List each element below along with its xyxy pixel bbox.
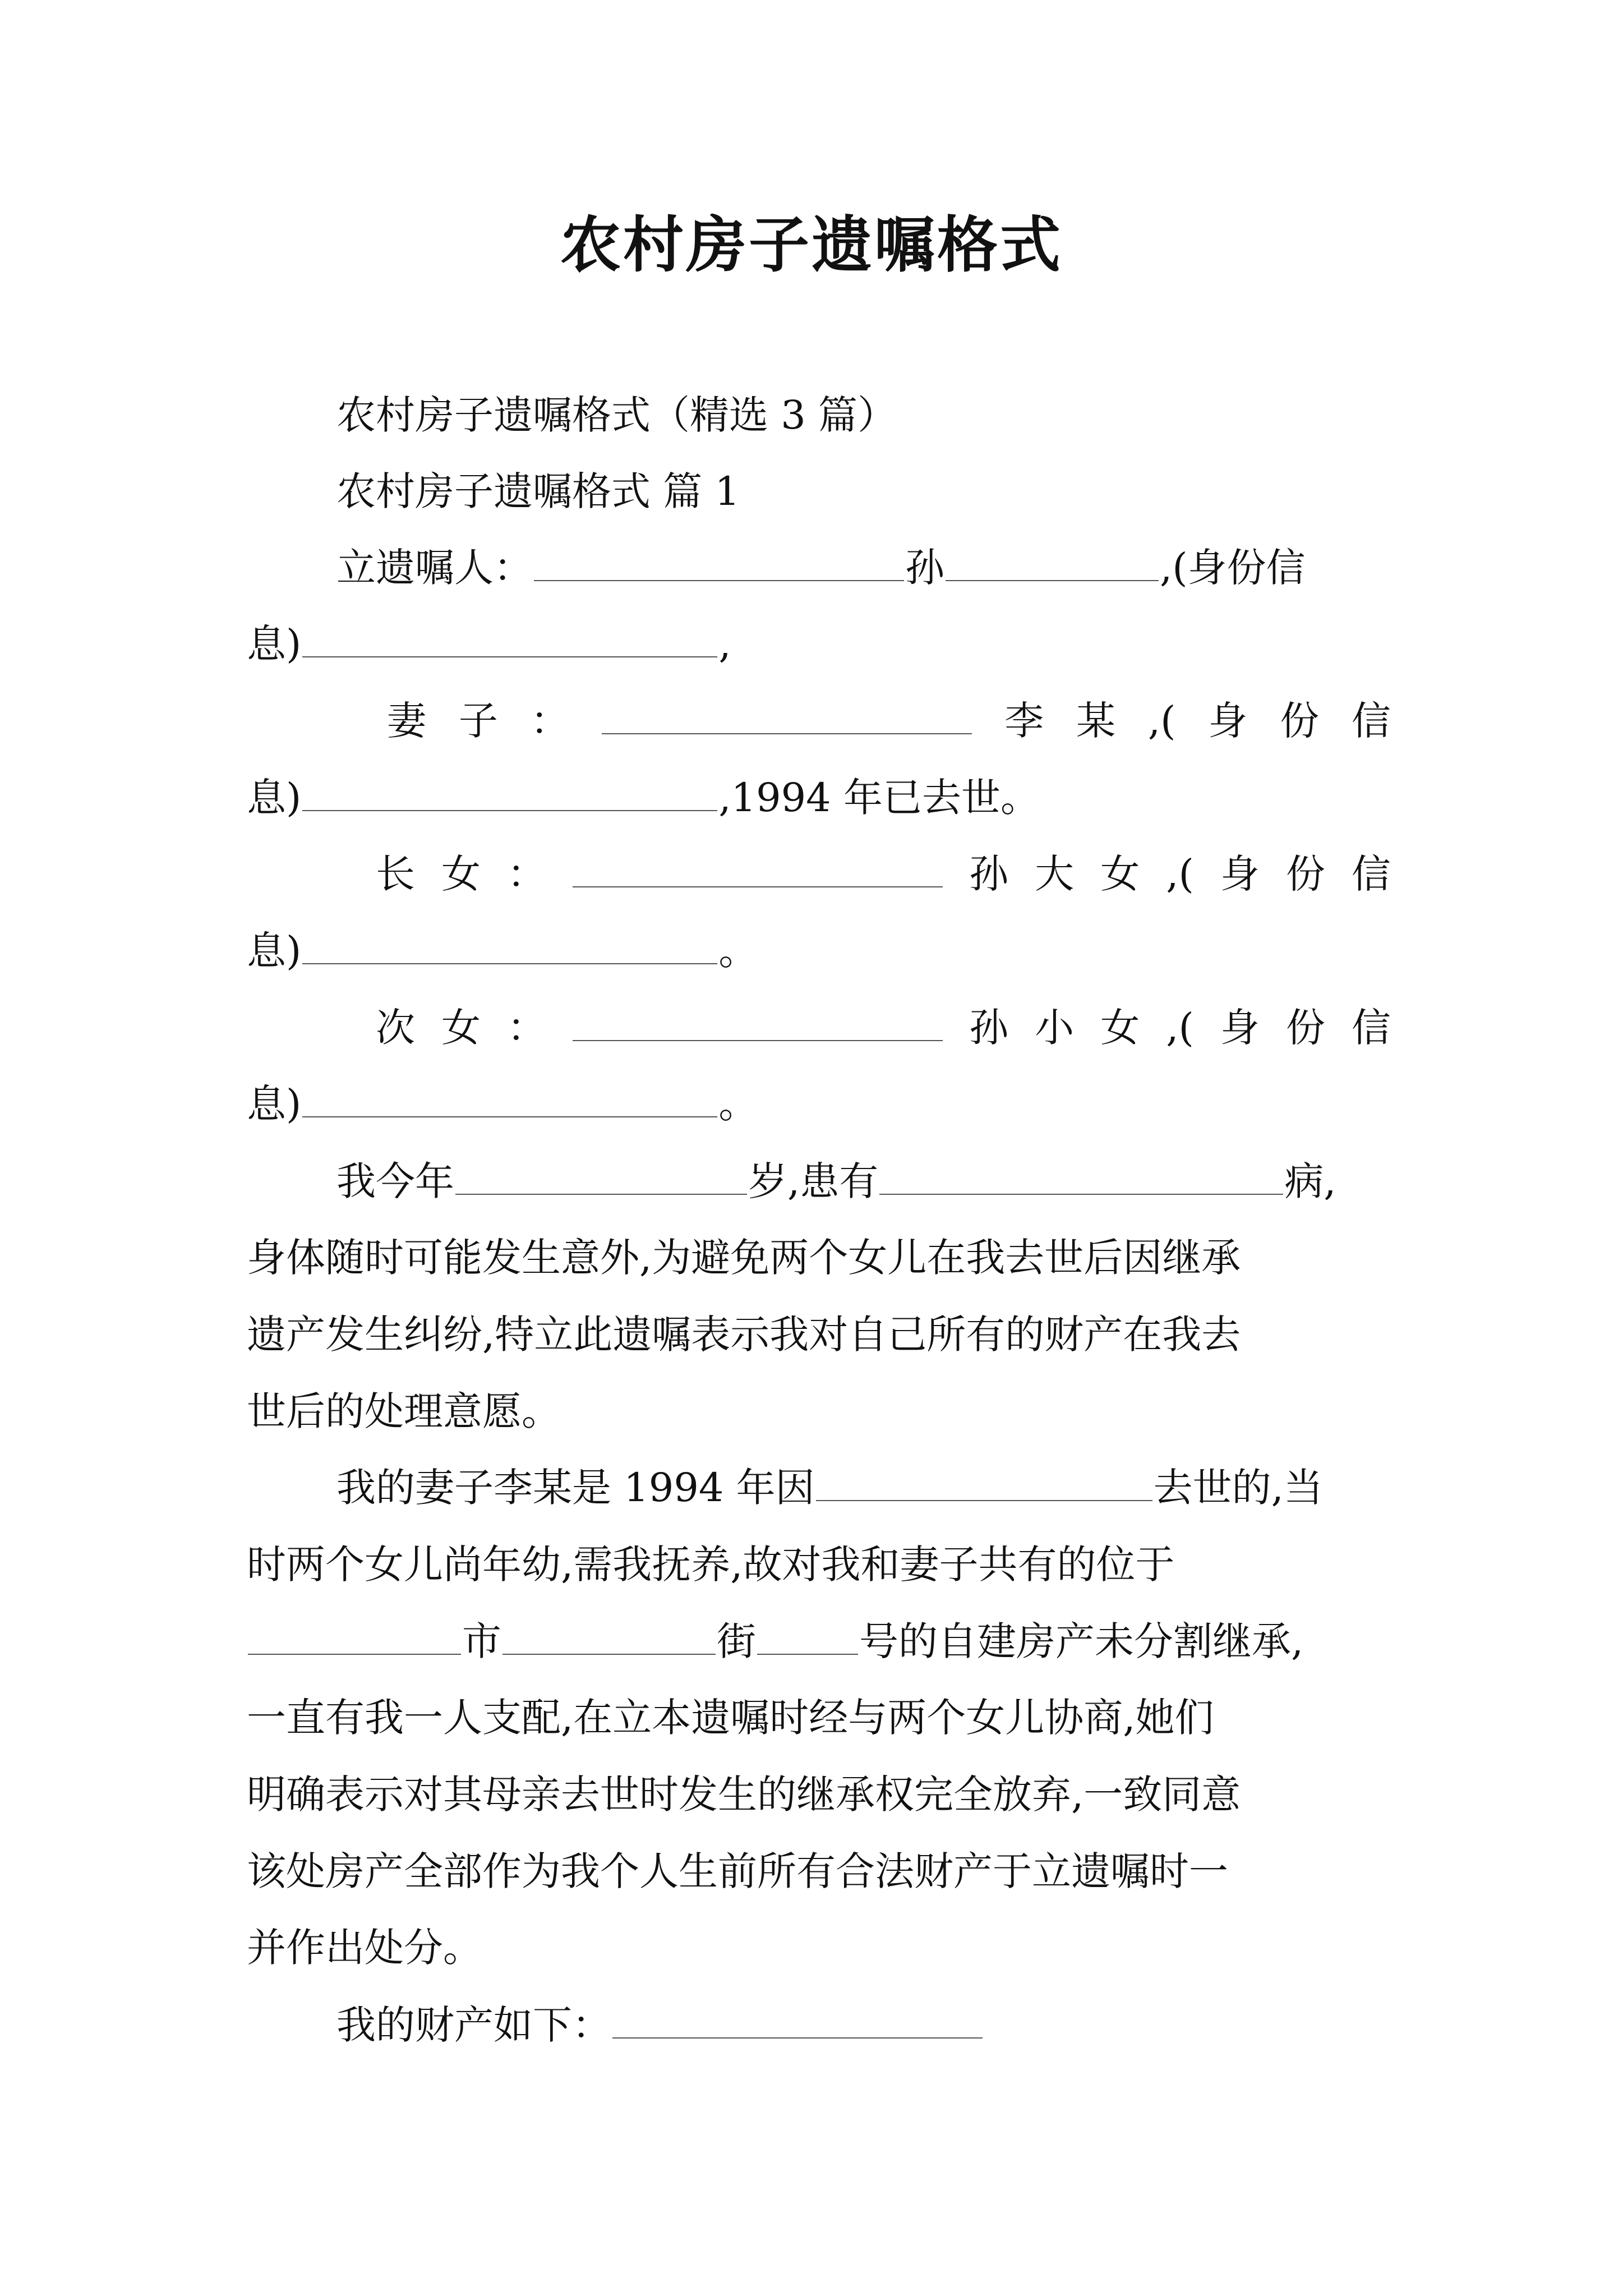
section-heading: 农村房子遗嘱格式 篇 1 — [336, 468, 740, 514]
para1-line1 — [336, 1153, 1336, 1209]
daughter1-id-4: 信 — [1351, 851, 1391, 897]
wife-name-1: 李 — [1004, 698, 1044, 744]
daughter2-id-1: ,( — [1166, 1005, 1194, 1051]
age-blank[interactable] — [455, 1158, 747, 1195]
testator-id-line — [247, 616, 731, 672]
testator-surname: 孙 — [905, 545, 944, 591]
para1-line2: 身体随时可能发生意外,为避免两个女儿在我去世后因继承 — [247, 1235, 1241, 1281]
daughter2-id-2: 身 — [1220, 1005, 1260, 1051]
wife-id-1: ,( — [1147, 698, 1176, 744]
daughter2-id-4: 信 — [1351, 1005, 1391, 1051]
street-label: 街 — [717, 1618, 756, 1664]
city-label: 市 — [462, 1618, 501, 1664]
daughter2-colon: ： — [507, 1005, 547, 1051]
wife-id-2: 身 — [1208, 698, 1248, 744]
para1-age-label: 我今年 — [336, 1158, 454, 1204]
para2-line3 — [247, 1613, 1303, 1669]
daughter1-id-line — [247, 923, 758, 979]
testator-name-blank[interactable] — [946, 544, 1159, 581]
daughter1-colon: ： — [507, 851, 547, 897]
para2-line6: 该处房产全部作为我个人生前所有合法财产于立遗嘱时一 — [247, 1848, 1228, 1894]
para2-line2: 时两个女儿尚年幼,需我抚养,故对我和妻子共有的位于 — [247, 1542, 1175, 1588]
street-blank[interactable] — [502, 1618, 716, 1655]
daughter1-label-1: 长 — [376, 851, 415, 897]
daughter2-id-3: 份 — [1285, 1005, 1325, 1051]
para2-line4: 一直有我一人支配,在立本遗嘱时经与两个女儿协商,她们 — [247, 1695, 1214, 1741]
testator-id-open: ,(身份信 — [1160, 545, 1306, 591]
para2-cause-label: 我的妻子李某是 1994 年因 — [336, 1465, 815, 1511]
wife-colon: ： — [530, 698, 570, 744]
daughter2-id-blank[interactable] — [302, 1080, 717, 1117]
daughter2-end: 。 — [718, 1081, 758, 1127]
daughter1-id-close: 息) — [247, 928, 302, 974]
wife-id-3: 份 — [1280, 698, 1320, 744]
city-blank[interactable] — [248, 1618, 461, 1655]
daughter1-name-2: 大 — [1035, 851, 1075, 897]
testator-id-blank[interactable] — [302, 620, 717, 657]
illness-blank[interactable] — [879, 1158, 1283, 1195]
daughter2-name-2: 小 — [1035, 1005, 1075, 1051]
daughter2-label-2: 女 — [441, 1005, 481, 1051]
wife-line — [387, 693, 1391, 749]
wife-blank[interactable] — [602, 697, 972, 734]
daughter1-id-1: ,( — [1166, 851, 1194, 897]
wife-name-2: 某 — [1076, 698, 1116, 744]
document-title: 农村房子遗嘱格式 — [560, 210, 1063, 280]
wife-id-blank[interactable] — [302, 774, 717, 811]
daughter1-name-3: 女 — [1100, 851, 1140, 897]
daughter1-id-2: 身 — [1220, 851, 1260, 897]
wife-id-close: 息) — [247, 775, 302, 821]
daughter1-blank[interactable] — [573, 850, 943, 887]
daughter2-name-1: 孙 — [969, 1005, 1009, 1051]
property-label: 我的财产如下： — [336, 2002, 611, 2048]
wife-id-line — [247, 770, 1040, 826]
para2-line5: 明确表示对其母亲去世时发生的继承权完全放弃,一致同意 — [247, 1772, 1241, 1818]
property-line — [336, 1997, 984, 2053]
daughter2-blank[interactable] — [573, 1004, 943, 1041]
para2-line7: 并作出处分。 — [247, 1925, 482, 1971]
daughter2-id-close: 息) — [247, 1081, 302, 1127]
wife-label-2: 子 — [458, 698, 498, 744]
para1-illness-end: 病, — [1284, 1158, 1336, 1204]
daughter1-id-blank[interactable] — [302, 927, 717, 964]
cause-blank[interactable] — [816, 1464, 1152, 1501]
subtitle: 农村房子遗嘱格式（精选 3 篇） — [336, 392, 897, 438]
daughter1-id-3: 份 — [1285, 851, 1325, 897]
para2-line1 — [336, 1460, 1323, 1516]
number-blank[interactable] — [757, 1618, 858, 1655]
wife-id-4: 信 — [1351, 698, 1391, 744]
testator-id-close: 息) — [247, 621, 302, 667]
daughter1-name-1: 孙 — [969, 851, 1009, 897]
daughter1-line — [376, 846, 1391, 902]
testator-line — [336, 540, 1306, 596]
daughter2-line — [376, 1000, 1391, 1056]
para2-cause-end: 去世的,当 — [1153, 1465, 1323, 1511]
daughter1-end: 。 — [718, 928, 758, 974]
testator-blank[interactable] — [534, 544, 904, 581]
daughter2-id-line — [247, 1076, 758, 1132]
testator-end: , — [718, 621, 731, 667]
wife-label-1: 妻 — [387, 698, 426, 744]
para1-line3: 遗产发生纠纷,特立此遗嘱表示我对自己所有的财产在我去 — [247, 1312, 1241, 1358]
wife-note: ,1994 年已去世。 — [718, 775, 1040, 821]
para2-property-text: 号的自建房产未分割继承, — [859, 1618, 1304, 1664]
property-blank[interactable] — [612, 2001, 983, 2039]
para1-illness-label: 岁,患有 — [748, 1158, 879, 1204]
daughter2-name-3: 女 — [1100, 1005, 1140, 1051]
daughter1-label-2: 女 — [441, 851, 481, 897]
daughter2-label-1: 次 — [376, 1005, 415, 1051]
testator-label: 立遗嘱人： — [336, 545, 533, 591]
para1-line4: 世后的处理意愿。 — [247, 1388, 561, 1434]
